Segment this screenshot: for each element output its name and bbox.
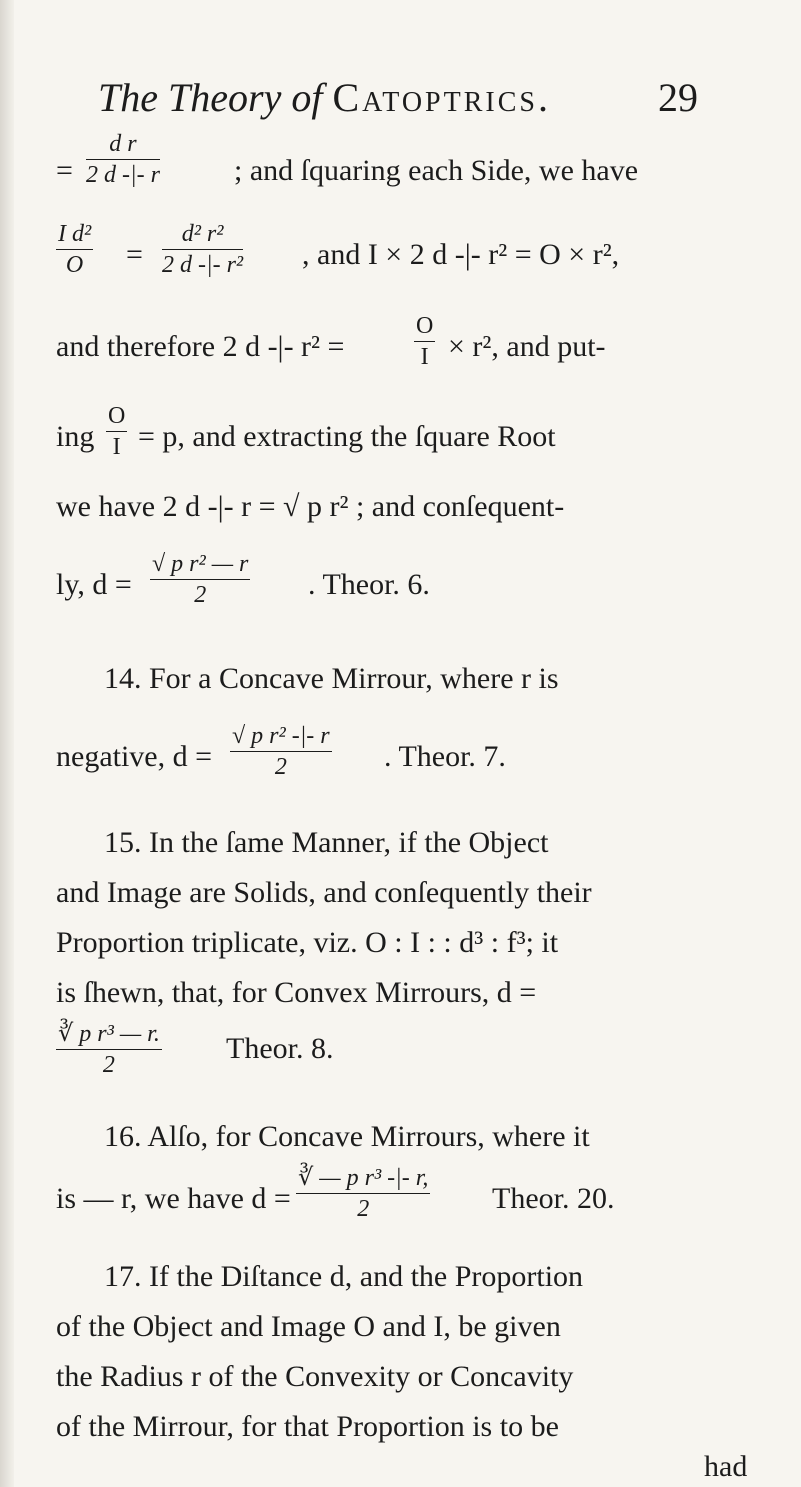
text-line-4b: = p, and extracting the ſquare Root xyxy=(138,420,556,453)
paragraph-16-line-2: is — r, we have d = xyxy=(56,1182,291,1215)
header-title-caps: Catoptrics. xyxy=(332,75,551,120)
equals-sign: = xyxy=(56,154,73,187)
text-line-3b: × r², and put- xyxy=(448,330,606,363)
fraction-theor-20 xyxy=(296,1166,430,1221)
text-line-2: , and I × 2 d -|- r² = O × r², xyxy=(302,238,620,271)
paragraph-15-line-2: and Image are Solids, and conſequently their xyxy=(56,876,592,909)
fraction-theor-8 xyxy=(56,1022,162,1077)
fraction-denominator: 2 xyxy=(194,582,207,608)
paragraph-17-line-3: the Radius r of the Convexity or Concavity xyxy=(56,1360,574,1393)
fraction-numerator: √ p r² — r xyxy=(150,552,250,580)
paragraph-15-line-3: Proportion triplicate, viz. O : I : : d³ : f³; it xyxy=(56,926,559,959)
text-line-5: we have 2 d -|- r = √ p r² ; and conſequent- xyxy=(56,490,565,523)
fraction-O-over-I xyxy=(414,314,435,369)
fraction-O-over-I xyxy=(106,404,127,459)
text-line-3: and therefore 2 d -|- r² = xyxy=(56,330,345,363)
catchword: had xyxy=(704,1450,748,1483)
fraction-theor-7 xyxy=(230,724,332,779)
fraction-dr xyxy=(86,132,160,187)
page-number: 29 xyxy=(658,75,698,120)
fraction-denominator: I xyxy=(112,434,121,460)
text-line-4: ing xyxy=(56,420,95,453)
running-header xyxy=(98,74,698,121)
page-spine-shadow xyxy=(0,0,14,1487)
paragraph-16-line-1: 16. Alſo, for Concave Mirrours, where it xyxy=(104,1120,590,1153)
fraction-numerator: √ p r² -|- r xyxy=(230,724,332,752)
theorem-7-ref: . Theor. 7. xyxy=(384,740,506,773)
paragraph-15-line-1: 15. In the ſame Manner, if the Object xyxy=(104,826,549,859)
fraction-numerator: d² r² xyxy=(162,222,243,250)
header-title-italic: The Theory of xyxy=(98,75,323,120)
theorem-20-ref: Theor. 20. xyxy=(492,1182,615,1215)
theorem-8-ref: Theor. 8. xyxy=(226,1032,334,1065)
fraction-denominator: 2 xyxy=(274,754,287,780)
fraction-denominator: I xyxy=(420,344,429,370)
fraction-numerator: ∛ p r³ — r. xyxy=(56,1022,162,1050)
paragraph-14-line-1: 14. For a Concave Mirrour, where r is xyxy=(104,662,559,695)
text-line-1: ; and ſquaring each Side, we have xyxy=(234,154,639,187)
fraction-denominator: 2 d -|- r² xyxy=(162,252,244,278)
fraction-denominator: 2 xyxy=(357,1196,370,1222)
text-line-6: ly, d = xyxy=(56,568,132,601)
fraction-Id2-over-O xyxy=(56,222,93,277)
fraction-numerator: d r xyxy=(86,132,160,160)
paragraph-17-line-2: of the Object and Image O and I, be given xyxy=(56,1310,561,1343)
fraction-numerator: O xyxy=(106,404,127,432)
fraction-theor-6 xyxy=(150,552,250,607)
paragraph-17-line-4: of the Mirrour, for that Proportion is to be xyxy=(56,1410,559,1443)
fraction-d2r2 xyxy=(162,222,243,277)
theorem-6-ref: . Theor. 6. xyxy=(308,568,430,601)
fraction-numerator: O xyxy=(414,314,435,342)
fraction-denominator: O xyxy=(65,252,84,278)
fraction-numerator: I d² xyxy=(56,222,93,250)
paragraph-17-line-1: 17. If the Diſtance d, and the Proportion xyxy=(104,1260,584,1293)
equals-sign: = xyxy=(126,238,143,271)
fraction-numerator: ∛ — p r³ -|- r, xyxy=(296,1166,430,1194)
fraction-denominator: 2 xyxy=(102,1052,115,1078)
fraction-denominator: 2 d -|- r xyxy=(86,162,160,188)
paragraph-15-line-4: is ſhewn, that, for Convex Mirrours, d = xyxy=(56,976,537,1009)
paragraph-14-line-2: negative, d = xyxy=(56,740,213,773)
